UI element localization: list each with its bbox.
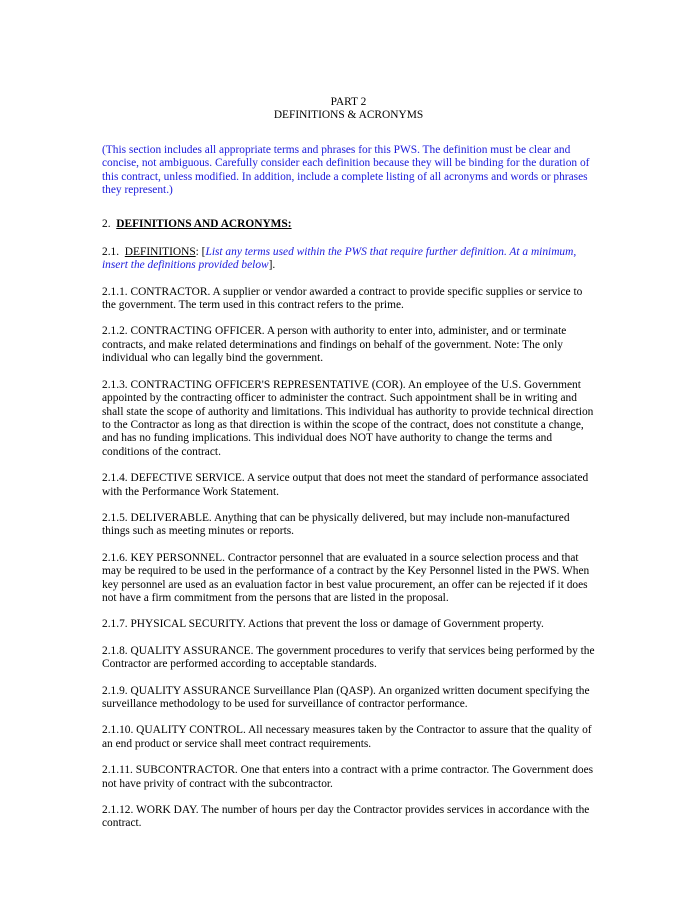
definition-quality-control: 2.1.10. QUALITY CONTROL. All necessary measures taken by the Contractor to assure that the quality of an end product or service shall meet contract requirements. xyxy=(102,724,592,750)
section-number: 2. xyxy=(102,218,111,231)
definitions-instruction: List any terms used within the PWS that require further definition. At a minimum, insert the definitions provided below xyxy=(102,245,577,272)
section-heading xyxy=(102,218,595,231)
definition-contracting-officer: 2.1.2. CONTRACTING OFFICER. A person with authority to enter into, administer, and or terminate contracts, and make related determinations and findings on behalf of the government. Note: The only individual who can legally bind the government. xyxy=(102,325,567,365)
definition-physical-security: 2.1.7. PHYSICAL SECURITY. Actions that prevent the loss or damage of Government property. xyxy=(102,618,544,631)
definition-work-day: 2.1.12. WORK DAY. The number of hours per day the Contractor provides services in accordance with the contract. xyxy=(102,804,590,830)
definitions-number: 2.1. xyxy=(102,245,120,258)
definition-deliverable: 2.1.5. DELIVERABLE. Anything that can be physically delivered, but may include non-manufactured things such as meeting minutes or reports. xyxy=(102,511,570,538)
definition-contractor: 2.1.1. CONTRACTOR. A supplier or vendor awarded a contract to provide specific supplies or service to the government. The term used in this contract refers to the prime. xyxy=(102,285,583,312)
definition-subcontractor: 2.1.11. SUBCONTRACTOR. One that enters into a contract with a prime contractor. The Government does not have privity of contract with the subcontractor. xyxy=(102,764,594,790)
definition-qasp: 2.1.9. QUALITY ASSURANCE Surveillance Plan (QASP). An organized written document specifying the surveillance methodology to be used for surveillance of contractor performance. xyxy=(102,684,590,710)
page-title: DEFINITIONS & ACRONYMS xyxy=(273,109,424,122)
definition-defective-service: 2.1.4. DEFECTIVE SERVICE. A service output that does not meet the standard of performance associated with the Performance Work Statement. xyxy=(102,472,589,498)
definitions-list xyxy=(102,286,595,831)
definition-quality-assurance: 2.1.8. QUALITY ASSURANCE. The government procedures to verify that services being performed by the Contractor are performed according to acceptable standards. xyxy=(102,644,595,671)
part-label: PART 2 xyxy=(330,96,367,108)
instruction-note: (This section includes all appropriate terms and phrases for this PWS. The definition must be clear and concise, not ambiguous. Carefully consider each definition because they will be binding for the duration of this contract, unless modified. In addition, include a complete listing of all acronyms and words or phrases they represent.) xyxy=(102,143,590,197)
definitions-close: ]. xyxy=(268,259,276,272)
definitions-intro xyxy=(102,246,595,273)
section-title: DEFINITIONS AND ACRONYMS: xyxy=(116,218,292,231)
definitions-colon: : [ xyxy=(195,245,206,258)
definition-key-personnel: 2.1.6. KEY PERSONNEL. Contractor personnel that are evaluated in a source selection process and that may be required to be used in the performance of a contract by the Key Personnel listed in the PWS. When key personnel are used as an evaluation factor in best value procurement, an offer can be rejected if it does not have a firm commitment from the persons that are listed in the proposal. xyxy=(102,551,590,604)
page-heading xyxy=(102,96,595,123)
definitions-title: DEFINITIONS xyxy=(124,245,196,258)
definition-cor: 2.1.3. CONTRACTING OFFICER'S REPRESENTATIVE (COR). An employee of the U.S. Government appointed by the contracting officer to administer the contract. Such appointment shall be in writing and shall state the scope of authority and limitations. This individual has authority to provide technical direction to the Contractor as long as that direction is within the scope of the contract, does not constitute a change, and has no funding implications. This individual does NOT have authority to change the terms and conditions of the contract. xyxy=(102,378,594,458)
